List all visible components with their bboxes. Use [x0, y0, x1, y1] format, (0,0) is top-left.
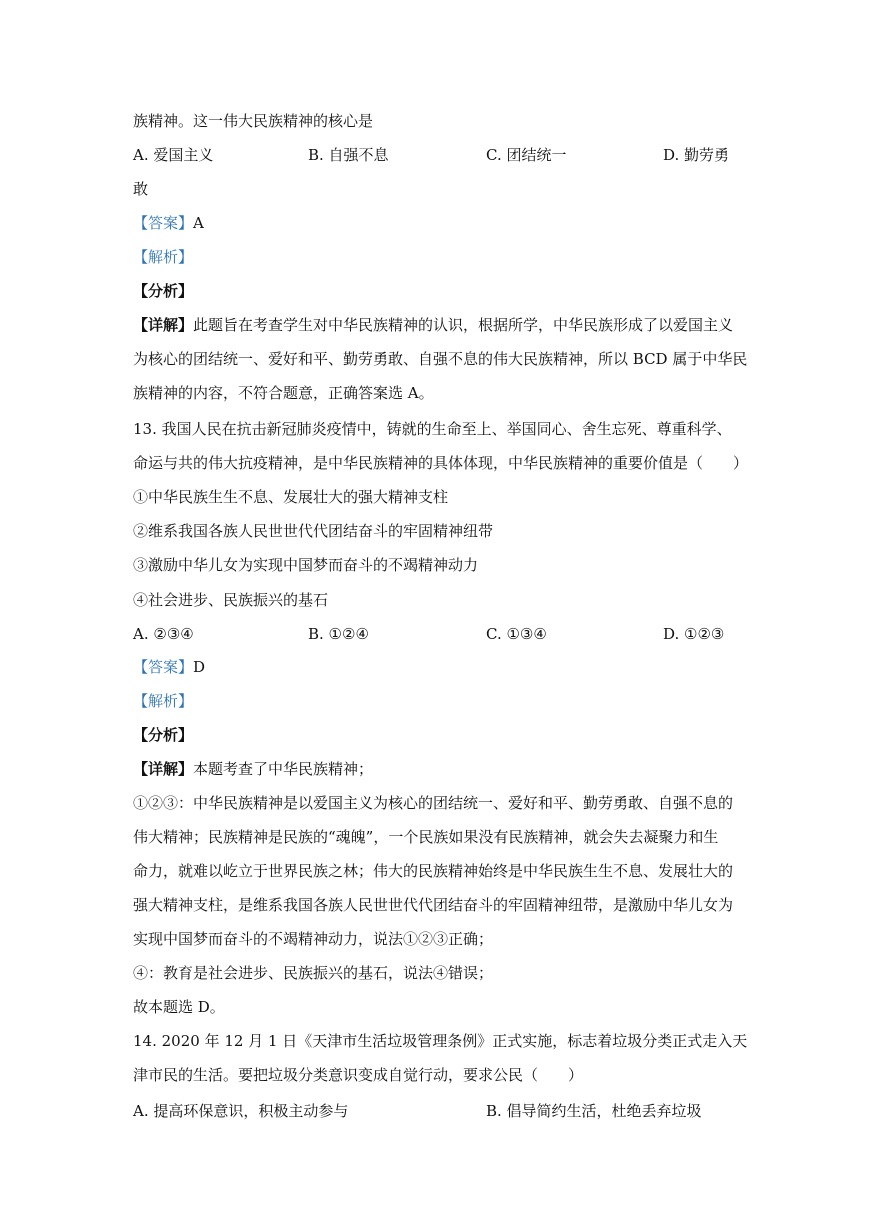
- q13-detail-line-3: 命力，就难以屹立于世界民族之林；伟大的民族精神始终是中华民族生生不息、发展壮大的: [133, 862, 734, 880]
- q13-item-4: ④社会进步、民族振兴的基石: [133, 591, 329, 609]
- q12-detail-line-2: 为核心的团结统一、爱好和平、勤劳勇敢、自强不息的伟大民族精神，所以 BCD 属于中华民: [133, 350, 748, 368]
- q14-stem-line-1: 14. 2020 年 12 月 1 日《天津市生活垃圾管理条例》正式实施，标志着垃圾分类正式走入天: [133, 1032, 748, 1050]
- q13-option-c: C. ①③④: [486, 625, 547, 643]
- q12-option-wrap: 敢: [133, 180, 149, 198]
- q13-stem-line-1: 13. 我国人民在抗击新冠肺炎疫情中，铸就的生命至上、举国同心、舍生忘死、尊重科学、: [133, 420, 732, 438]
- q13-option-b: B. ①②④: [308, 625, 369, 643]
- q13-fenxi-tag: 【分析】: [133, 726, 194, 744]
- q12-option-a: A. 爱国主义: [133, 146, 214, 164]
- q12-fenxi-tag: 【分析】: [133, 282, 194, 300]
- q12-detail-line-3: 族精神的内容，不符合题意，正确答案选 A。: [133, 384, 434, 402]
- q13-detail-line-6: ④：教育是社会进步、民族振兴的基石，说法④错误；: [133, 964, 494, 982]
- q13-detail-line-1: ①②③：中华民族精神是以爱国主义为核心的团结统一、爱好和平、勤劳勇敢、自强不息的: [133, 794, 734, 812]
- q13-answer-line: [133, 657, 205, 677]
- q13-stem-line-2: 命运与共的伟大抗疫精神，是中华民族精神的具体体现，中华民族精神的重要价值是（ ）: [133, 454, 749, 472]
- q13-detail-line-7: 故本题选 D。: [133, 998, 225, 1016]
- q13-option-d: D. ①②③: [663, 625, 725, 643]
- q12-answer-value: A: [193, 214, 204, 232]
- q12-answer-line: [133, 213, 204, 233]
- q12-option-d: D. 勤劳勇: [663, 146, 730, 164]
- q13-detail-line-4: 强大精神支柱，是维系我国各族人民世世代代团结奋斗的牢固精神纽带，是激励中华儿女为: [133, 896, 734, 914]
- q13-detail-line-0: [133, 759, 373, 779]
- q13-item-2: ②维系我国各族人民世世代代团结奋斗的牢固精神纽带: [133, 522, 494, 540]
- q12-answer-tag: 【答案】: [133, 214, 194, 232]
- q12-xiangjie-tag: 【详解】: [133, 316, 194, 334]
- q13-answer-value: D: [193, 658, 206, 676]
- q12-detail-text-1: 此题旨在考查学生对中华民族精神的认识，根据所学，中华民族形成了以爱国主义: [193, 316, 734, 334]
- q13-xiangjie-tag: 【详解】: [133, 760, 194, 778]
- q13-option-a: A. ②③④: [133, 625, 194, 643]
- q13-detail-line-5: 实现中国梦而奋斗的不竭精神动力，说法①②③正确；: [133, 930, 494, 948]
- q12-jiexi-tag: 【解析】: [133, 248, 194, 266]
- q12-option-b: B. 自强不息: [308, 146, 389, 164]
- q12-detail-line-1: [133, 315, 733, 335]
- q14-stem-line-2: 津市民的生活。要把垃圾分类意识变成自觉行动，要求公民（ ）: [133, 1066, 584, 1084]
- q13-item-1: ①中华民族生生不息、发展壮大的强大精神支柱: [133, 488, 449, 506]
- q13-item-3: ③激励中华儿女为实现中国梦而奋斗的不竭精神动力: [133, 556, 479, 574]
- q14-option-a: A. 提高环保意识，积极主动参与: [133, 1102, 349, 1120]
- q12-stem-tail: 族精神。这一伟大民族精神的核心是: [133, 112, 374, 130]
- q13-jiexi-tag: 【解析】: [133, 692, 194, 710]
- q13-answer-tag: 【答案】: [133, 658, 194, 676]
- q14-option-b: B. 倡导简约生活，杜绝丢弃垃圾: [486, 1102, 702, 1120]
- q13-detail-first: 本题考查了中华民族精神；: [193, 760, 374, 778]
- q12-option-c: C. 团结统一: [486, 146, 567, 164]
- q13-detail-line-2: 伟大精神；民族精神是民族的“魂魄”，一个民族如果没有民族精神，就会失去凝聚力和生: [133, 828, 719, 846]
